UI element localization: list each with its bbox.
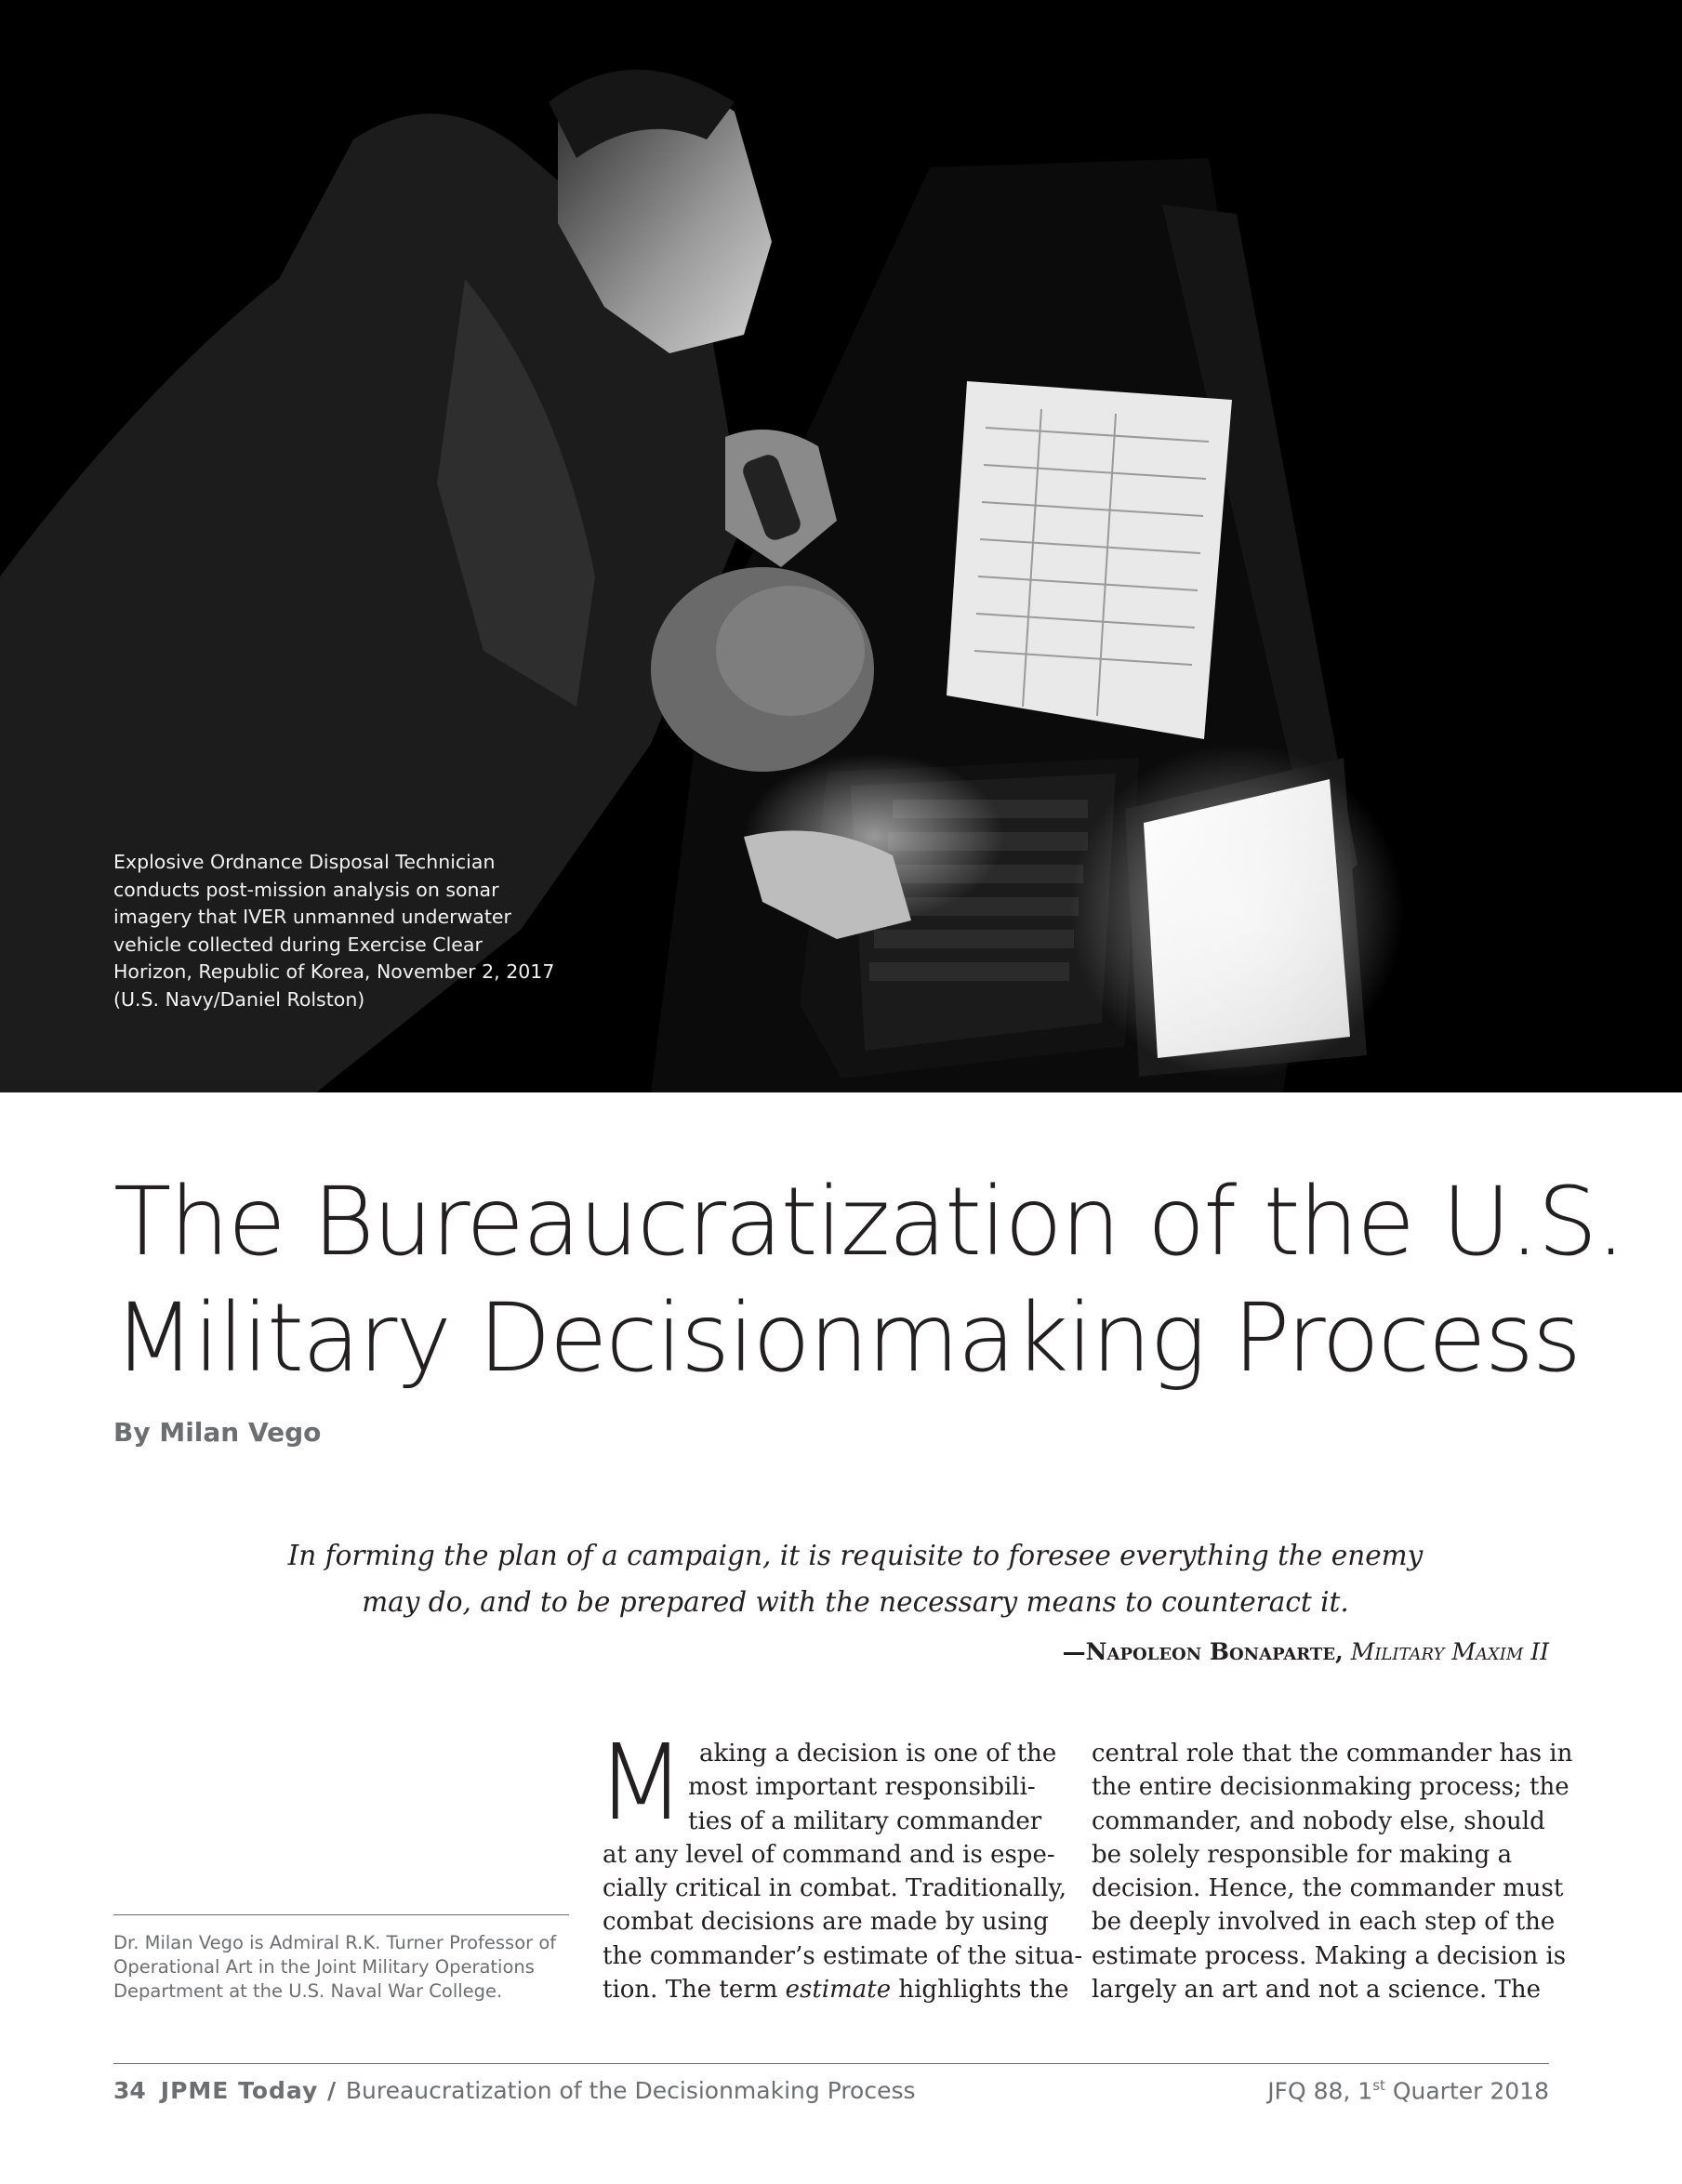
body-line: at any level of command and is espe- — [603, 1840, 1055, 1869]
article-title — [113, 1164, 1624, 1396]
body-line: combat decisions are made by using — [603, 1908, 1049, 1937]
body-line: be deeply involved in each step of the — [1092, 1908, 1556, 1937]
issue-prefix: JFQ 88, 1 — [1267, 2077, 1373, 2105]
epigraph-line: may do, and to be prepared with the necessary means to counteract it. — [362, 1586, 1349, 1618]
bio-line: Operational Art in the Joint Military Operations — [113, 1956, 535, 1978]
bio-line: Department at the U.S. Naval War College. — [113, 1980, 503, 2002]
body-line: central role that the commander has in — [1092, 1740, 1573, 1767]
text-run: highlights the — [891, 1976, 1069, 2005]
issue-superscript: st — [1372, 2077, 1385, 2094]
bio-divider — [113, 1914, 569, 1915]
attribution-name: —Napoleon Bonaparte, — [1062, 1638, 1344, 1665]
body-line: largely an art and not a science. The — [1092, 1976, 1542, 2005]
body-line: decision. Hence, the commander must — [1092, 1874, 1564, 1903]
drop-cap: M — [596, 1723, 686, 1844]
body-line: cially critical in combat. Traditionally, — [603, 1874, 1067, 1903]
page-number: 34 — [113, 2077, 146, 2104]
body-line: the commander’s estimate of the situa- — [603, 1941, 1083, 1970]
caption-line: Horizon, Republic of Korea, November 2, 2017 — [113, 960, 555, 983]
caption-line: imagery that IVER unmanned underwater — [113, 906, 511, 928]
running-title: Bureaucratization of the Decisionmaking Process — [345, 2077, 916, 2104]
issue-suffix: Quarter 2018 — [1384, 2077, 1549, 2105]
emphasis-word: estimate — [785, 1976, 892, 2005]
footer-divider — [113, 2063, 1549, 2064]
caption-line: (U.S. Navy/Daniel Rolston) — [113, 987, 365, 1011]
body-column-2 — [1092, 1737, 1573, 2006]
caption-line: Explosive Ordnance Disposal Technician — [113, 851, 496, 873]
byline: By Milan Vego — [113, 1417, 322, 1448]
attribution-source: Military Maxim II — [1350, 1638, 1549, 1665]
author-bio — [113, 1931, 578, 2004]
body-line: the entire decisionmaking process; the — [1092, 1773, 1569, 1802]
epigraph-line: In forming the plan of a campaign, it is requisite to foresee everything the enemy — [287, 1540, 1424, 1571]
body-line: aking a decision is one of the — [699, 1740, 1057, 1767]
footer-running-head — [113, 2077, 916, 2104]
photo-caption — [113, 849, 560, 1013]
body-line: most important responsibili- — [688, 1773, 1036, 1802]
epigraph-attribution — [1063, 1638, 1549, 1665]
body-line: estimate process. Making a decision is — [1092, 1941, 1567, 1970]
body-column-1 — [603, 1737, 1083, 2006]
text-run: tion. The term — [603, 1976, 786, 2005]
caption-line: vehicle collected during Exercise Clear — [113, 933, 483, 956]
bio-line: Dr. Milan Vego is Admiral R.K. Turner Professor of — [113, 1932, 557, 1953]
title-line: The Bureaucratization of the U.S. — [113, 1167, 1624, 1277]
caption-line: conducts post-mission analysis on sonar — [113, 878, 499, 901]
epigraph-quote — [279, 1532, 1432, 1625]
section-separator: / — [318, 2077, 346, 2104]
body-line: be solely responsible for making a — [1092, 1840, 1513, 1869]
body-line: commander, and nobody else, should — [1092, 1807, 1545, 1835]
body-line — [603, 1973, 1069, 2006]
issue-info — [1267, 2077, 1549, 2104]
title-line: Military Decisionmaking Process — [113, 1283, 1580, 1394]
section-name: JPME Today — [160, 2077, 319, 2104]
body-line: ties of a military commander — [688, 1807, 1042, 1835]
